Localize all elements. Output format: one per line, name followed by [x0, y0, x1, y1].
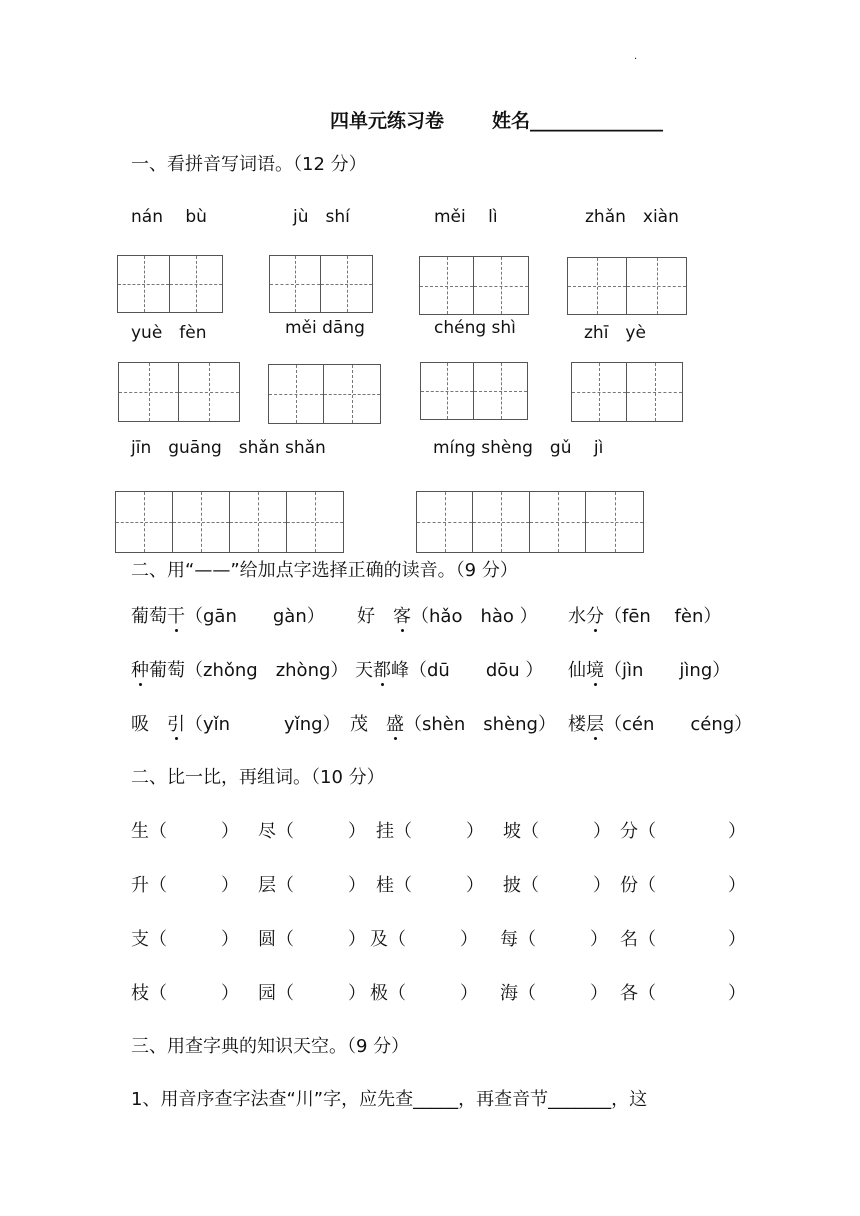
- reading-item[interactable]: 种葡萄（zhǒng zhòng）: [131, 660, 349, 681]
- reading-item[interactable]: 吸 引（yǐn yǐng）: [131, 714, 341, 735]
- compare-item[interactable]: 层（ ）: [258, 875, 366, 896]
- writing-grid[interactable]: [571, 362, 683, 422]
- pinyin-2: jù shí: [293, 207, 350, 227]
- pinyin-3: měi lì: [434, 207, 498, 227]
- pinyin-8: zhī yè: [584, 323, 646, 343]
- reading-item[interactable]: 天都峰（dū dōu ）: [355, 660, 544, 681]
- compare-item[interactable]: 园（ ）: [258, 983, 366, 1004]
- reading-item[interactable]: 楼层（cén céng）: [568, 714, 753, 735]
- compare-item[interactable]: 名（ ）: [620, 929, 746, 950]
- compare-item[interactable]: 每（ ）: [500, 929, 608, 950]
- section-4-heading: 三、用查字典的知识天空。（9 分）: [131, 1036, 410, 1057]
- pinyin-10: míng shèng gǔ jì: [433, 438, 604, 458]
- pinyin-1: nán bù: [131, 207, 207, 227]
- compare-item[interactable]: 挂（ ）: [376, 821, 484, 842]
- reading-item[interactable]: 水分（fēn fèn）: [568, 606, 722, 627]
- name-field-label[interactable]: 姓名______________: [492, 110, 664, 132]
- pinyin-9: jīn guāng shǎn shǎn: [131, 438, 326, 458]
- pinyin-6: měi dāng: [285, 318, 365, 338]
- compare-item[interactable]: 枝（ ）: [131, 983, 239, 1004]
- writing-grid[interactable]: [268, 364, 381, 424]
- section-1-heading: 一、看拼音写词语。（12 分）: [131, 154, 367, 175]
- dictionary-question-1[interactable]: 1、用音序查字法查“川”字，应先查_____，再查音节_______，这: [131, 1089, 648, 1110]
- compare-item[interactable]: 极（ ）: [370, 983, 478, 1004]
- compare-item[interactable]: 份（ ）: [620, 875, 746, 896]
- compare-item[interactable]: 分（ ）: [620, 821, 746, 842]
- writing-grid[interactable]: [419, 256, 529, 315]
- compare-item[interactable]: 尽（ ）: [258, 821, 366, 842]
- writing-grid[interactable]: [420, 362, 528, 420]
- compare-item[interactable]: 桂（ ）: [376, 875, 484, 896]
- compare-item[interactable]: 海（ ）: [500, 983, 608, 1004]
- writing-grid[interactable]: [567, 257, 687, 315]
- pinyin-7: chéng shì: [434, 318, 516, 338]
- pinyin-4: zhǎn xiàn: [585, 207, 679, 227]
- corner-mark: ·: [634, 54, 638, 65]
- writing-grid[interactable]: [269, 255, 373, 313]
- compare-item[interactable]: 披（ ）: [503, 875, 611, 896]
- reading-item[interactable]: 仙境（jìn jìng）: [568, 660, 731, 681]
- reading-item[interactable]: 葡萄干（gān gàn）: [131, 606, 325, 627]
- writing-grid[interactable]: [117, 255, 223, 313]
- reading-item[interactable]: 好 客（hǎo hào ）: [357, 606, 538, 627]
- pinyin-5: yuè fèn: [131, 323, 207, 343]
- compare-item[interactable]: 及（ ）: [370, 929, 478, 950]
- compare-item[interactable]: 各（ ）: [620, 983, 746, 1004]
- compare-item[interactable]: 支（ ）: [131, 929, 239, 950]
- writing-grid-4[interactable]: [115, 491, 344, 553]
- page-title: 四单元练习卷: [330, 110, 445, 132]
- compare-item[interactable]: 坡（ ）: [503, 821, 611, 842]
- writing-grid[interactable]: [118, 362, 240, 422]
- section-2-heading: 二、用“——”给加点字选择正确的读音。（9 分）: [131, 560, 518, 581]
- compare-item[interactable]: 升（ ）: [131, 875, 239, 896]
- reading-item[interactable]: 茂 盛（shèn shèng）: [350, 714, 556, 735]
- writing-grid-4[interactable]: [416, 491, 644, 553]
- compare-item[interactable]: 圆（ ）: [258, 929, 366, 950]
- section-3-heading: 二、比一比，再组词。（10 分）: [131, 767, 385, 788]
- compare-item[interactable]: 生（ ）: [131, 821, 239, 842]
